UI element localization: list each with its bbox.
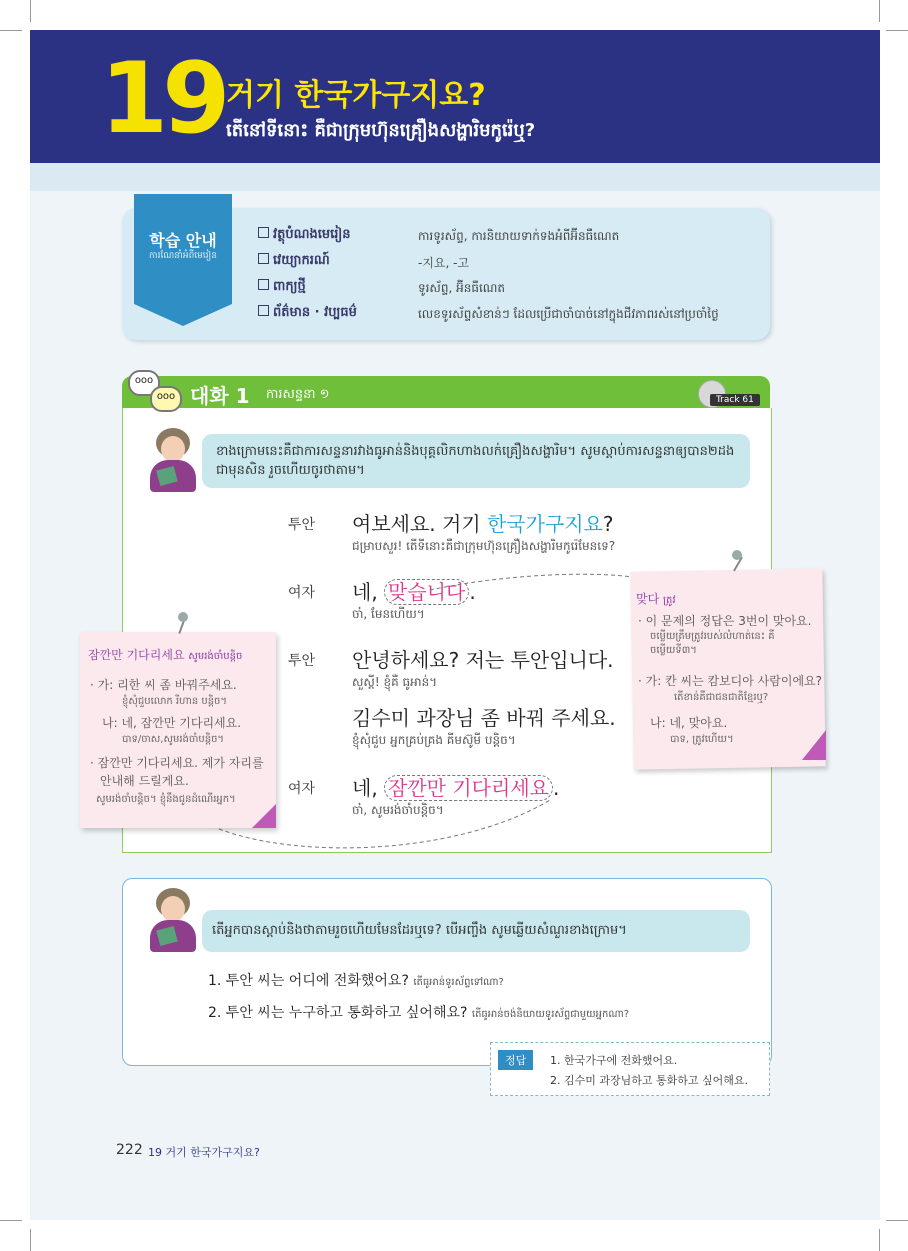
dialogue-line-km: ចា៎, សូមរង់ចាំបន្តិច។	[352, 803, 444, 817]
note-fold	[252, 804, 276, 828]
crop-mark	[0, 30, 22, 31]
speaker-label: 투안	[288, 653, 316, 669]
line-text: 네,	[352, 580, 385, 604]
dialogue-line-ko: 김수미 과장님 좀 바꿔 주세요.	[352, 706, 616, 730]
note-left-line: · 잠깐만 기다리세요. 제가 자리를	[90, 756, 264, 770]
crop-mark	[879, 0, 880, 22]
note-title-ko: 맞다	[636, 592, 660, 606]
speech-bubble-icon: ooo	[150, 386, 182, 412]
note-right-line-km: តើខាន់គឺជាជនជាតិខ្មែរឬ?	[674, 692, 769, 703]
page-number: 222	[116, 1142, 143, 1158]
chapter-number: 19	[100, 42, 225, 156]
note-left-line: 나: 네, 잠깐만 기다리세요.	[102, 716, 242, 730]
guide-label: ពាក្យថ្មី	[273, 279, 306, 294]
crop-mark	[30, 1229, 31, 1251]
answer-line: 1. 한국가구에 전화했어요.	[550, 1054, 678, 1067]
answer-tag: 정답	[498, 1050, 533, 1070]
chapter-title-ko: 거기 한국가구지요?	[226, 78, 486, 113]
speech-bubble-icon: ooo	[128, 370, 160, 396]
line-text: ?	[602, 512, 614, 536]
answer-line: 2. 김수미 과장님하고 통화하고 싶어해요.	[550, 1074, 748, 1087]
note-fold	[802, 730, 826, 760]
highlighted-phrase: 잠깐만 기다리세요	[384, 775, 553, 801]
line-text: 여보세요. 거기	[352, 512, 487, 536]
guide-row-value: ការទូរស័ព្ទ, ការនិយាយទាក់ទងអំពីអ៊ីនធឺណេត	[418, 229, 620, 243]
line-text: 네,	[352, 776, 385, 800]
question-km: តើធូអាន់ចង់និយាយទូរស័ព្ទជាមួយអ្នកណា?	[471, 1009, 630, 1020]
question-ko: 1. 투안 씨는 어디에 전화했어요?	[208, 973, 409, 989]
note-right-line-km: បាទ, ត្រូវហើយ។	[670, 734, 734, 745]
question-item	[208, 970, 504, 990]
track-badge[interactable]: Track 61	[710, 394, 760, 406]
note-right-line-km: ចម្លើយត្រឹមត្រូវរបស់លំហាត់នេះ គឺចម្លើយទី៣។	[650, 631, 775, 656]
dialogue-line-km: ខ្ញុំសុំជួប អ្នកគ្រប់គ្រង គីមស៊ូមី បន្តិច។	[352, 733, 516, 747]
crop-mark	[886, 1220, 908, 1221]
pin-head-icon	[178, 612, 188, 622]
note-right-line: 나: 네, 맞아요.	[650, 716, 728, 730]
question-km: តើធូអាន់ទូរស័ព្ទទៅណា?	[413, 977, 504, 988]
line-text: .	[469, 580, 476, 604]
guide-tag-subtitle: ការណែនាំអំពីមេរៀន	[149, 251, 217, 261]
dialogue-line-km: សួស្តី! ខ្ញុំគឺ ធូអាន់។	[352, 675, 438, 689]
speaker-label: 투안	[288, 517, 316, 533]
highlighted-phrase: 맞습니다	[384, 579, 469, 605]
crop-mark	[30, 0, 31, 22]
dialogue-line-km: ចា៎, មែនហើយ។	[352, 607, 425, 621]
note-left-line-km: សូមរង់ចាំបន្តិច។ ខ្ញុំនឹងជូនដំណើរអ្នក។	[96, 794, 236, 805]
chapter-title-km: តើនៅទីនោះ គឺជាក្រុមហ៊ុនគ្រឿងសង្ហារិមកូរ៉េឬ?	[226, 120, 536, 141]
note-left-line-km: បាទ/ចាស,សូមរង់ចាំបន្តិច។	[122, 734, 225, 745]
note-left-title	[88, 646, 242, 664]
question-item	[208, 1002, 629, 1022]
guide-tag-title: 학습 안내	[149, 231, 217, 250]
avatar-face	[161, 896, 185, 922]
note-title-km: សូមរង់ចាំបន្តិច	[188, 651, 243, 662]
crop-mark	[879, 1229, 880, 1251]
dialogue-title-km: ការសន្ទនា ១	[266, 387, 330, 402]
highlighted-phrase: 한국가구지요	[487, 512, 603, 536]
question-ko: 2. 투안 씨는 누구하고 통화하고 싶어해요?	[208, 1005, 468, 1021]
line-text: .	[552, 776, 560, 800]
guide-row-value: លេខទូរស័ព្ទសំខាន់ៗ ដែលប្រើជាចាំបាច់នៅក្នុងជីវភាពរស់នៅប្រចាំថ្ងៃ	[418, 307, 719, 321]
connector-to-right-note	[430, 574, 640, 590]
crop-mark	[0, 1220, 22, 1221]
note-right-line: · 이 문제의 정답은 3번이 맞아요.	[638, 614, 812, 628]
page	[30, 30, 880, 1220]
note-left-line: · 가: 리한 씨 좀 바꿔주세요.	[90, 678, 237, 692]
speaker-label: 여자	[288, 585, 316, 601]
note-right-title	[636, 590, 676, 608]
note-left-line: 안내해 드릴게요.	[100, 774, 189, 788]
pin-head-icon	[732, 550, 742, 560]
speaker-label: 여자	[288, 781, 316, 797]
question-instruction: តើអ្នកបានស្តាប់និងថាតាមរួចហើយមែនដែរឬទេ? បើអញ្ចឹង សូមឆ្លើយសំណួរខាងក្រោម។	[212, 923, 627, 938]
note-right-line: · 가: 칸 씨는 캄보디아 사람이에요?	[638, 674, 822, 688]
guide-label: វត្ថុបំណងមេរៀន	[273, 227, 351, 242]
dialogue-line-ko: 안녕하세요? 저는 투안입니다.	[352, 648, 614, 672]
dialogue-title: 대화 1	[190, 384, 250, 408]
guide-label: ព័ត៌មាន · វប្បធម៌	[273, 305, 357, 320]
note-title-ko: 잠깐만 기다리세요	[88, 648, 185, 662]
footer-chapter-title: 19 거기 한국가구지요?	[148, 1146, 260, 1159]
note-left-line-km: ខ្ញុំសុំជួបលោក រីហាន បន្តិច។	[122, 696, 227, 707]
guide-label: វេយ្យាករណ៍	[273, 253, 330, 268]
note-title-km: ត្រូវ	[663, 595, 676, 606]
dialogue-instruction: ខាងក្រោមនេះគឺជាការសន្ទនារវាងធូអាន់និងបុគ្គលិកហាងលក់គ្រឿងសង្ហារិម។ សូមស្តាប់ការសន្ទនាឲ្យបាន២ដងជាមុនសិន រួចហើយចូរថាតាម។	[216, 444, 735, 478]
guide-row-value: -지요, -고	[418, 256, 470, 270]
guide-row-value: ទូរស័ព្ទ, អ៊ីនធឺណេត	[418, 281, 506, 295]
crop-mark	[886, 30, 908, 31]
dialogue-line-km: ជម្រាបសួរ! តើទីនោះគឺជាក្រុមហ៊ុនគ្រឿងសង្ហារិមកូរ៉េមែនទេ?	[352, 539, 616, 553]
teacher-avatar	[144, 886, 202, 952]
